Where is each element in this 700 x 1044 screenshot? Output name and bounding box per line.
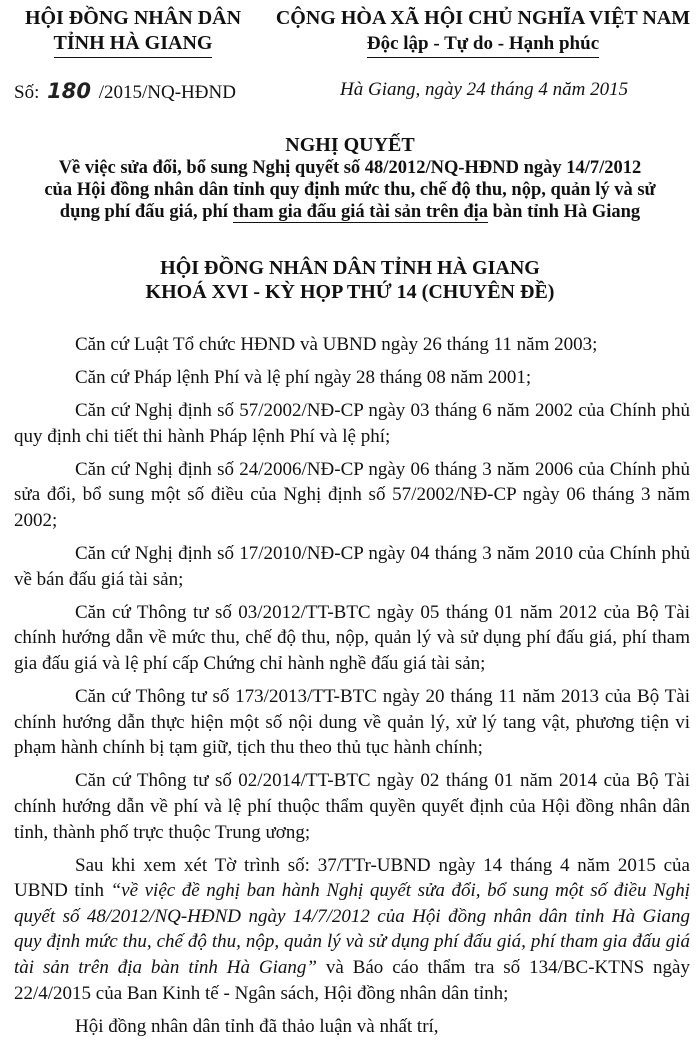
- title-subline-3-underlined: tham gia đấu giá tài sản trên địa: [232, 202, 489, 222]
- national-header: [268, 6, 698, 58]
- title-subline-3: [0, 201, 700, 223]
- quoted-title: “về việc đề nghị ban hành Nghị quyết sửa đổi, bổ sung một số điều Nghị quyết số 48/2012/NQ-HĐND ngày 14/7/2012 của Hội đồng nhân dân tỉnh Hà Giang quy định mức thu, chế độ thu, nộp, quản lý và sử dụng phí đấu giá, phí tham gia đấu giá tài sản trên địa bàn tỉnh Hà Giang”: [14, 880, 690, 979]
- title-subline-2: của Hội đồng nhân dân tỉnh quy định mức thu, chế độ thu, nộp, quản lý và sử: [44, 180, 656, 200]
- resolution-title: NGHỊ QUYẾT: [285, 134, 415, 156]
- paragraph: Hội đồng nhân dân tỉnh đã thảo luận và nhất trí,: [75, 1015, 439, 1037]
- number-suffix: /2015/NQ-HĐND: [98, 82, 236, 103]
- national-motto: Độc lập - Tự do - Hạnh phúc: [367, 31, 599, 58]
- issuer-header: [8, 6, 258, 58]
- handwritten-number: 180: [47, 79, 91, 103]
- council-session: KHOÁ XVI - KỲ HỌP THỨ 14 (CHUYÊN ĐỀ): [145, 281, 555, 303]
- national-title: CỘNG HÒA XÃ HỘI CHỦ NGHĨA VIỆT NAM: [275, 7, 691, 29]
- paragraph-text: Sau khi xem xét Tờ trình số: 37/TTr-UBND ngày 14 tháng 4 năm 2015 của UBND tỉnh: [14, 854, 690, 902]
- title-subline-3-a: dụng phí đấu giá, phí: [59, 202, 233, 222]
- council-name: HỘI ĐỒNG NHÂN DÂN TỈNH HÀ GIANG: [160, 257, 540, 279]
- council-block: [0, 256, 700, 304]
- paragraph: Căn cứ Thông tư số 03/2012/TT-BTC ngày 05 tháng 01 năm 2012 của Bộ Tài chính hướng dẫn về mức thu, chế độ thu, nộp, quản lý và sử dụng phí đấu giá, phí tham gia đấu giá và lệ phí cấp Chứng chỉ hành nghề đấu giá tài sản;: [14, 601, 690, 675]
- document-number: [14, 79, 236, 104]
- paragraph-text: và Báo cáo thẩm tra số 134/BC-KTNS ngày 22/4/2015 của Ban Kinh tế - Ngân sách, Hội đồng nhân dân tỉnh;: [14, 957, 690, 1004]
- title-subline-3-c: bàn tỉnh Hà Giang: [488, 202, 641, 222]
- paragraph: Căn cứ Pháp lệnh Phí và lệ phí ngày 28 tháng 08 năm 2001;: [75, 367, 532, 389]
- paragraph: Căn cứ Thông tư số 02/2014/TT-BTC ngày 02 tháng 01 năm 2014 của Bộ Tài chính hướng dẫn về phí và lệ phí thuộc thẩm quyền quyết định của Hội đồng nhân dân tỉnh, thành phố trực thuộc Trung ương;: [14, 770, 690, 843]
- paragraph: Căn cứ Nghị định số 57/2002/NĐ-CP ngày 03 tháng 6 năm 2002 của Chính phủ quy định chi tiết thi hành Pháp lệnh Phí và lệ phí;: [14, 400, 690, 447]
- paragraph: Căn cứ Luật Tổ chức HĐND và UBND ngày 26 tháng 11 năm 2003;: [75, 334, 598, 355]
- paragraph: [14, 853, 690, 1007]
- issuer-province: TỈNH HÀ GIANG: [54, 31, 213, 58]
- title-subline-1: Về việc sửa đổi, bổ sung Nghị quyết số 48/2012/NQ-HĐND ngày 14/7/2012: [58, 158, 642, 178]
- paragraph: Căn cứ Nghị định số 24/2006/NĐ-CP ngày 06 tháng 3 năm 2006 của Chính phủ sửa đổi, bổ sung một số điều của Nghị định số 57/2002/NĐ-CP ngày 06 tháng 3 năm 2002;: [14, 458, 690, 532]
- issue-date: Hà Giang, ngày 24 tháng 4 năm 2015: [340, 79, 629, 100]
- number-prefix: Số:: [14, 82, 40, 103]
- issuer-name: HỘI ĐỒNG NHÂN DÂN: [24, 7, 242, 29]
- paragraph: Căn cứ Nghị định số 17/2010/NĐ-CP ngày 04 tháng 3 năm 2010 của Chính phủ về bán đấu giá tài sản;: [14, 543, 690, 590]
- resolution-title-block: [0, 133, 700, 223]
- document-body: [14, 332, 690, 1039]
- paragraph: Căn cứ Thông tư số 173/2013/TT-BTC ngày 20 tháng 11 năm 2013 của Bộ Tài chính hướng dẫn thực hiện một số nội dung về quản lý, xử lý tang vật, phương tiện vi phạm hành chính bị tạm giữ, tịch thu theo thủ tục hành chính;: [14, 686, 690, 759]
